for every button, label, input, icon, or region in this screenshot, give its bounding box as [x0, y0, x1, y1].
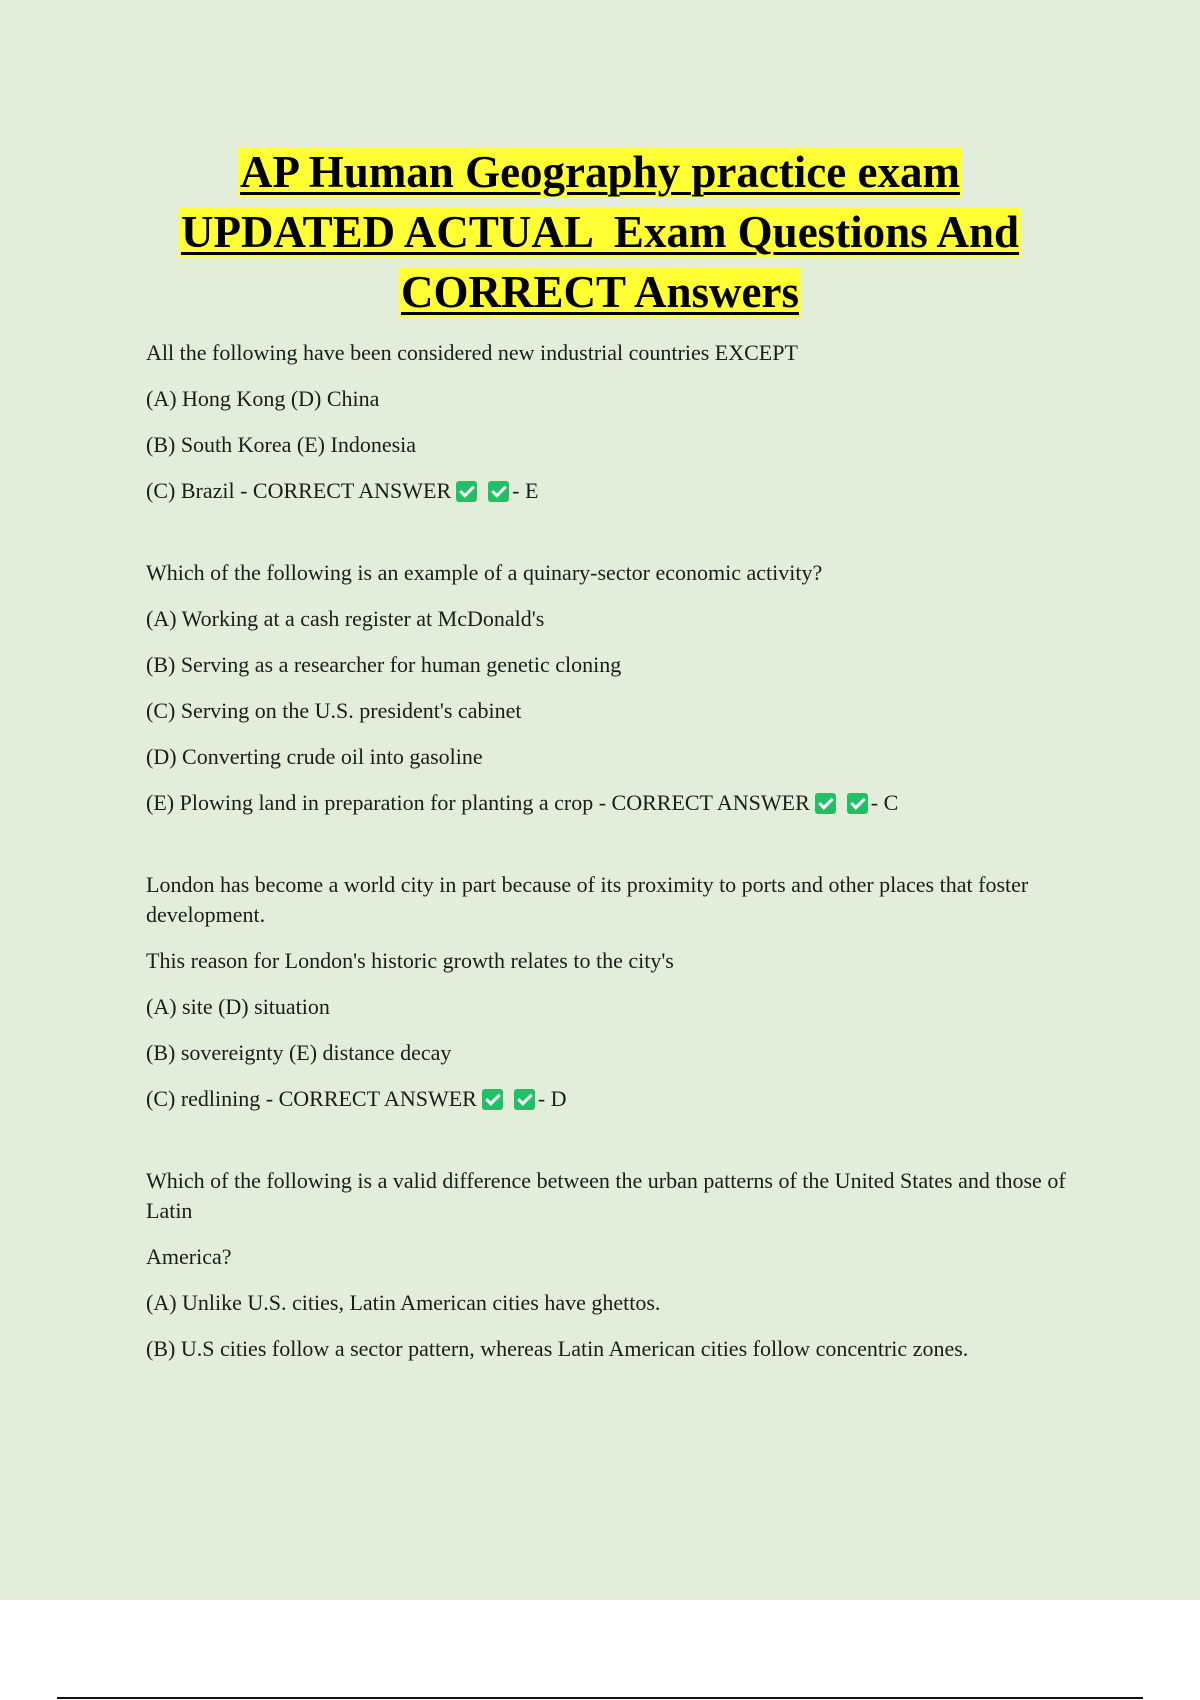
question-2 — [146, 558, 1086, 818]
option-line: (B) South Korea (E) Indonesia — [146, 432, 417, 457]
question-1 — [146, 338, 1086, 506]
option-line: (A) Unlike U.S. cities, Latin American cities have ghettos. — [146, 1290, 661, 1315]
option-line: (A) Working at a cash register at McDonald's — [146, 606, 545, 631]
option-line: (B) Serving as a researcher for human genetic cloning — [146, 652, 622, 677]
question-text: London has become a world city in part because of its proximity to ports and other places that foster development. — [146, 872, 1029, 927]
title-line-1: AP Human Geography practice exam — [240, 147, 960, 197]
check-mark-icon — [815, 793, 836, 814]
answer-key: - C — [870, 790, 899, 815]
option-line: (C) Serving on the U.S. president's cabinet — [146, 698, 522, 723]
question-4 — [146, 1166, 1086, 1364]
title-line-3: CORRECT Answers — [401, 267, 799, 317]
question-list — [146, 338, 1086, 1416]
check-mark-icon — [488, 481, 509, 502]
question-text: This reason for London's historic growth relates to the city's — [146, 948, 674, 973]
check-mark-icon — [847, 793, 868, 814]
answer-line — [146, 788, 1086, 818]
answer-key: - D — [537, 1086, 567, 1111]
question-text: America? — [146, 1244, 232, 1269]
option-line: (B) sovereignty (E) distance decay — [146, 1040, 452, 1065]
check-mark-icon — [482, 1089, 503, 1110]
answer-line — [146, 1084, 1086, 1114]
document-title — [0, 142, 1200, 322]
question-text: All the following have been considered new industrial countries EXCEPT — [146, 340, 798, 365]
answer-prefix: (E) Plowing land in preparation for planting a crop - CORRECT ANSWER — [146, 790, 810, 815]
footer-divider — [57, 1697, 1143, 1699]
question-text: Which of the following is a valid difference between the urban patterns of the United States and those of Latin — [146, 1168, 1066, 1223]
check-mark-icon — [456, 481, 477, 502]
option-line: (D) Converting crude oil into gasoline — [146, 744, 483, 769]
question-3 — [146, 870, 1086, 1114]
answer-prefix: (C) Brazil - CORRECT ANSWER — [146, 478, 452, 503]
answer-line — [146, 476, 1086, 506]
question-text: Which of the following is an example of a quinary-sector economic activity? — [146, 560, 823, 585]
answer-prefix: (C) redlining - CORRECT ANSWER — [146, 1086, 477, 1111]
check-mark-icon — [514, 1089, 535, 1110]
option-line: (B) U.S cities follow a sector pattern, whereas Latin American cities follow concentric zones. — [146, 1336, 969, 1361]
answer-key: - E — [512, 478, 539, 503]
option-line: (A) site (D) situation — [146, 994, 330, 1019]
title-line-2: UPDATED ACTUAL Exam Questions And — [180, 207, 1020, 257]
option-line: (A) Hong Kong (D) China — [146, 386, 380, 411]
